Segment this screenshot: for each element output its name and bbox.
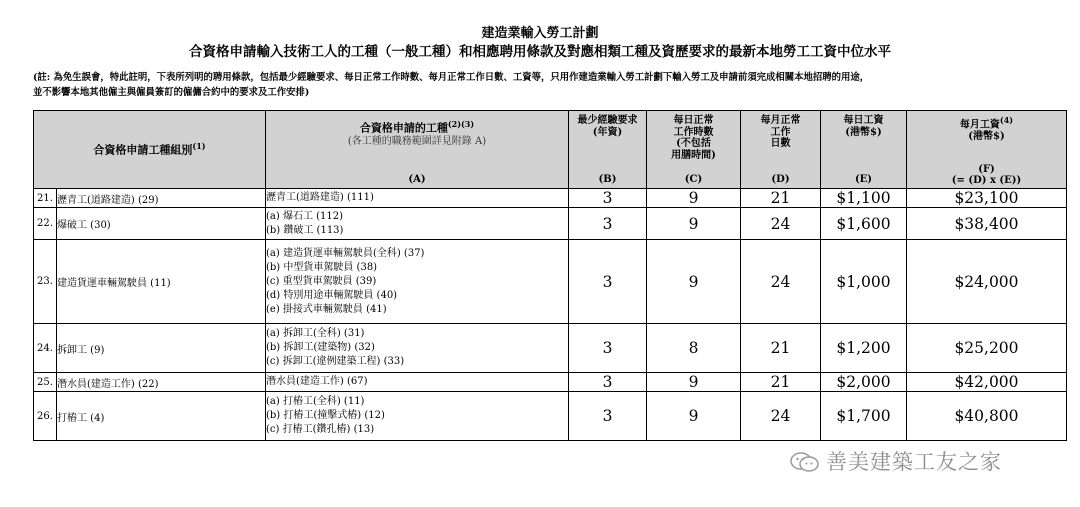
position-item: (b) 拆卸工(建築物) (32) bbox=[266, 342, 375, 353]
position-item: (a) 拆卸工(全科) (31) bbox=[266, 328, 365, 339]
row-number: 21. bbox=[34, 189, 57, 208]
monthly-wage-value: $42,000 bbox=[907, 373, 1067, 392]
row-number: 24. bbox=[34, 324, 57, 373]
header-days bbox=[741, 111, 821, 189]
position-list bbox=[266, 189, 569, 208]
document-subtitle: 合資格申請輸入技術工人的工種（一般工種）和相應聘用條款及對應相類工種及資歷要求的最新本地勞工工資中位水平 bbox=[189, 44, 891, 60]
table-row bbox=[34, 392, 1067, 441]
document-title: 建造業輸入勞工計劃 bbox=[481, 26, 599, 41]
header-days-l3: 日數 bbox=[770, 138, 791, 149]
header-hours-letter: (C) bbox=[684, 174, 703, 185]
hours-value: 9 bbox=[647, 373, 741, 392]
hours-value: 9 bbox=[647, 208, 741, 240]
days-value: 21 bbox=[741, 324, 821, 373]
experience-value: 3 bbox=[569, 208, 647, 240]
daily-wage-value: $1,700 bbox=[821, 392, 907, 441]
header-monthly-wage bbox=[907, 111, 1067, 189]
hours-value: 8 bbox=[647, 324, 741, 373]
position-list bbox=[266, 324, 569, 373]
position-list bbox=[266, 392, 569, 441]
wechat-icon bbox=[790, 451, 820, 473]
position-item: (b) 鑽破工 (113) bbox=[266, 224, 344, 236]
group-name: 爆破工 (30) bbox=[57, 208, 266, 240]
daily-wage-value: $2,000 bbox=[821, 373, 907, 392]
experience-value: 3 bbox=[569, 189, 647, 208]
header-hours-l1: 每日正常 bbox=[673, 115, 714, 126]
position-list bbox=[266, 240, 569, 324]
days-value: 24 bbox=[741, 208, 821, 240]
days-value: 21 bbox=[741, 189, 821, 208]
position-item: (a) 建造貨運車輛駕駛員(全科) (37) bbox=[266, 247, 425, 259]
header-group-label: 合資格申請工種組別 bbox=[93, 143, 193, 157]
daily-wage-value: $1,200 bbox=[821, 324, 907, 373]
header-experience bbox=[569, 111, 647, 189]
position-item: 瀝青工(道路建造) (111) bbox=[266, 192, 374, 203]
experience-value: 3 bbox=[569, 240, 647, 324]
header-position-sub: (各工種的職務範圍詳見附錄 A) bbox=[347, 136, 487, 148]
note-line-2: 並不影響本地其他僱主與僱員簽訂的僱傭合約中的要求及工作安排) bbox=[33, 87, 310, 98]
disclaimer-note bbox=[33, 70, 1073, 100]
experience-value: 3 bbox=[569, 324, 647, 373]
position-item: (a) 打樁工(全科) (11) bbox=[266, 396, 365, 407]
header-monthly-l2: (港幣$) bbox=[968, 130, 1005, 142]
header-hours-l3: (不包括 bbox=[676, 138, 711, 149]
position-item: (c) 拆卸工(違例建築工程) (33) bbox=[266, 356, 405, 367]
header-daily-wage bbox=[821, 111, 907, 189]
monthly-wage-value: $38,400 bbox=[907, 208, 1067, 240]
header-position-sup: (2)(3) bbox=[447, 119, 475, 129]
header-days-l1: 每月正常 bbox=[760, 115, 801, 126]
table-row bbox=[34, 324, 1067, 373]
header-hours-l2: 工作時數 bbox=[673, 126, 714, 138]
experience-value: 3 bbox=[569, 392, 647, 441]
monthly-wage-value: $25,200 bbox=[907, 324, 1067, 373]
position-item: (a) 爆石工 (112) bbox=[266, 210, 344, 222]
group-name: 瀝青工(道路建造) (29) bbox=[57, 189, 266, 208]
watermark-text: 善美建築工友之家 bbox=[826, 450, 1002, 474]
group-name: 拆卸工 (9) bbox=[57, 324, 266, 373]
header-days-letter: (D) bbox=[771, 174, 790, 185]
position-list bbox=[266, 373, 569, 392]
monthly-wage-value: $40,800 bbox=[907, 392, 1067, 441]
header-daily-l2: (港幣$) bbox=[845, 126, 882, 138]
table-row bbox=[34, 189, 1067, 208]
row-number: 22. bbox=[34, 208, 57, 240]
header-monthly-sup: (4) bbox=[999, 115, 1014, 125]
position-item: (b) 中型貨車駕駛員 (38) bbox=[266, 261, 378, 273]
note-line-1: (註: 為免生誤會，特此註明，下表所列明的聘用條款，包括最少經驗要求、每日正常工作時數、每月正常工作日數、工資等，只用作建造業輸入勞工計劃下輸入勞工及申請前須完成相關本地招聘的用途， bbox=[33, 72, 870, 83]
header-hours-l4: 用膳時間) bbox=[671, 149, 716, 161]
position-item: (d) 特別用途車輛駕駛員 (40) bbox=[266, 289, 398, 301]
header-exp-l1: 最少經驗要求 bbox=[577, 115, 638, 126]
table-row bbox=[34, 373, 1067, 392]
position-item: (b) 打樁工(撞擊式樁) (12) bbox=[266, 410, 385, 421]
group-name: 建造貨運車輛駕駛員 (11) bbox=[57, 240, 266, 324]
days-value: 24 bbox=[741, 392, 821, 441]
header-group-sup: (1) bbox=[192, 141, 206, 152]
table-row bbox=[34, 240, 1067, 324]
daily-wage-value: $1,100 bbox=[821, 189, 907, 208]
row-number: 26. bbox=[34, 392, 57, 441]
position-list bbox=[266, 208, 569, 240]
experience-value: 3 bbox=[569, 373, 647, 392]
hours-value: 9 bbox=[647, 240, 741, 324]
monthly-wage-value: $23,100 bbox=[907, 189, 1067, 208]
header-monthly-l1: 每月工資 bbox=[959, 119, 1000, 131]
days-value: 21 bbox=[741, 373, 821, 392]
daily-wage-value: $1,600 bbox=[821, 208, 907, 240]
position-item: 潛水員(建造工作) (67) bbox=[266, 376, 368, 387]
header-position-label: 合資格申請的工種 bbox=[359, 121, 448, 135]
header-group bbox=[34, 111, 266, 189]
position-item: (c) 重型貨車駕駛員 (39) bbox=[266, 275, 377, 287]
header-monthly-letter: (F) bbox=[978, 164, 995, 175]
group-name: 打樁工 (4) bbox=[57, 392, 266, 441]
monthly-wage-value: $24,000 bbox=[907, 240, 1067, 324]
position-item: (c) 打樁工(鑽孔樁) (13) bbox=[266, 424, 375, 435]
header-days-l2: 工作 bbox=[770, 126, 791, 138]
position-item: (e) 掛接式車輛駕駛員 (41) bbox=[266, 303, 387, 315]
wage-table bbox=[33, 110, 1067, 441]
header-monthly-formula: (= (D) x (E)) bbox=[951, 175, 1022, 186]
table-row bbox=[34, 208, 1067, 240]
header-daily-letter: (E) bbox=[854, 174, 873, 185]
header-daily-l1: 每日工資 bbox=[843, 115, 884, 126]
daily-wage-value: $1,000 bbox=[821, 240, 907, 324]
row-number: 25. bbox=[34, 373, 57, 392]
header-hours bbox=[647, 111, 741, 189]
table-header-row bbox=[34, 111, 1067, 189]
days-value: 24 bbox=[741, 240, 821, 324]
header-exp-l2: (年資) bbox=[592, 126, 623, 138]
group-name: 潛水員(建造工作) (22) bbox=[57, 373, 266, 392]
header-exp-letter: (B) bbox=[598, 174, 617, 185]
hours-value: 9 bbox=[647, 189, 741, 208]
row-number: 23. bbox=[34, 240, 57, 324]
hours-value: 9 bbox=[647, 392, 741, 441]
header-position bbox=[266, 111, 569, 189]
header-position-letter: (A) bbox=[408, 174, 426, 185]
